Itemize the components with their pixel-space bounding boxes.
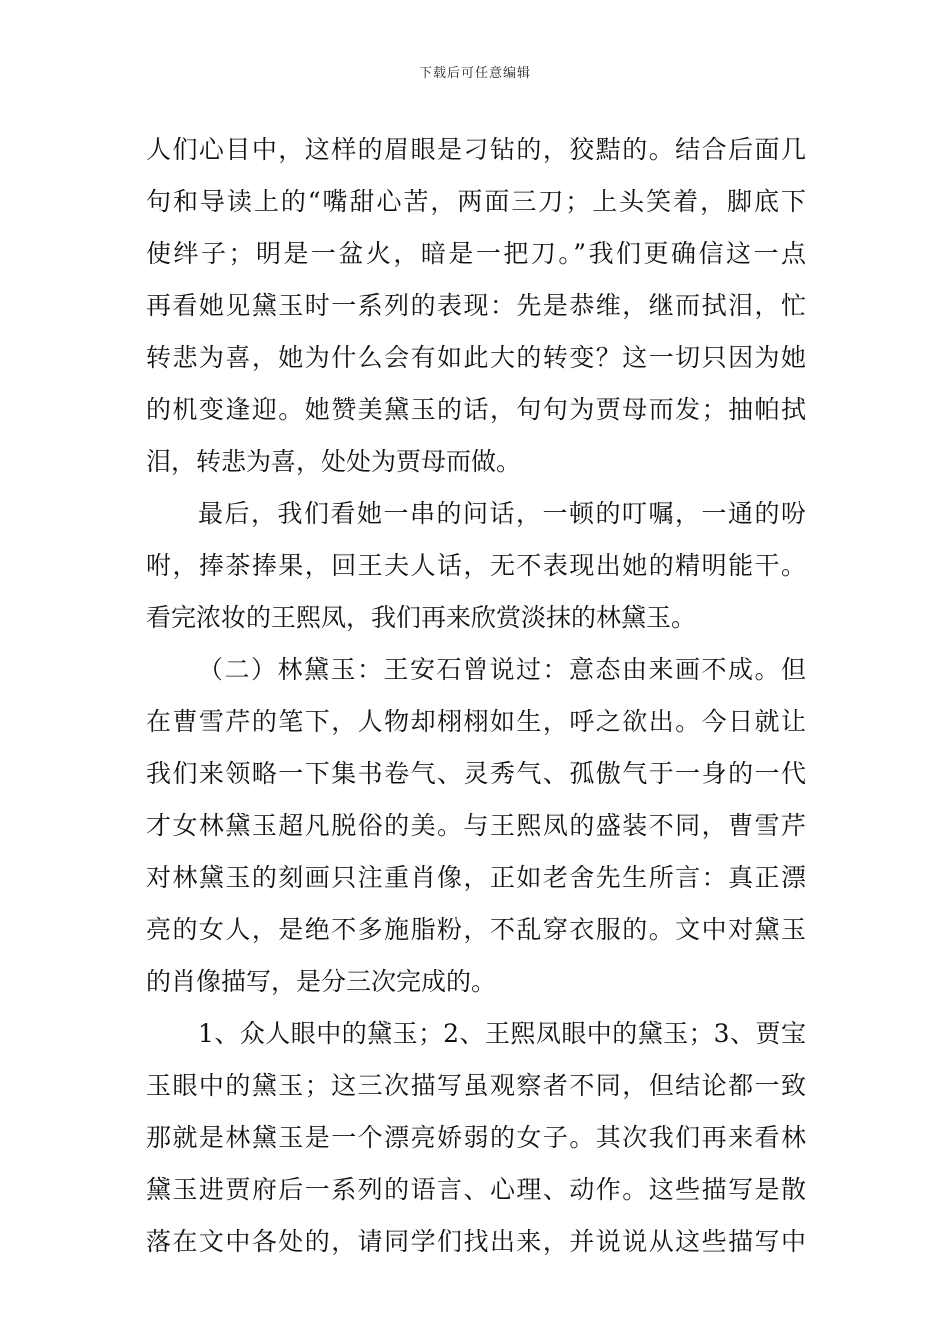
text-line: （二）林黛玉：王安石曾说过：意态由来画不成。但 <box>198 655 806 684</box>
text-line: 咐，捧茶捧果，回王夫人话，无不表现出她的精明能干。 <box>146 551 806 580</box>
text-line: 才女林黛玉超凡脱俗的美。与王熙凤的盛装不同，曹雪芹 <box>146 811 806 840</box>
text-line: 亮的女人，是绝不多施脂粉，不乱穿衣服的。文中对黛玉 <box>146 915 806 944</box>
text-line: 转悲为喜，她为什么会有如此大的转变？这一切只因为她 <box>146 343 806 372</box>
text-line: 看完浓妆的王熙凤，我们再来欣赏淡抹的林黛玉。 <box>146 603 697 632</box>
text-line: 黛玉进贾府后一系列的语言、心理、动作。这些描写是散 <box>146 1175 806 1204</box>
text-line: 使绊子；明是一盆火，暗是一把刀。”我们更确信这一点 <box>146 239 806 268</box>
text-line: 的肖像描写，是分三次完成的。 <box>146 967 497 996</box>
text-line: 玉眼中的黛玉；这三次描写虽观察者不同，但结论都一致 <box>146 1071 806 1100</box>
page-header: 下载后可任意编辑 <box>418 66 531 81</box>
text-line: 泪，转悲为喜，处处为贾母而做。 <box>146 447 522 476</box>
text-line: 最后，我们看她一串的问话，一顿的叮嘱，一通的吩 <box>198 499 806 528</box>
text-line: 那就是林黛玉是一个漂亮娇弱的女子。其次我们再来看林 <box>146 1123 806 1152</box>
text-line: 的机变逢迎。她赞美黛玉的话，句句为贾母而发；抽帕拭 <box>146 395 806 424</box>
text-line: 再看她见黛玉时一系列的表现：先是恭维，继而拭泪，忙 <box>146 291 806 320</box>
text-line: 1、众人眼中的黛玉；2、王熙凤眼中的黛玉；3、贾宝 <box>198 1019 806 1048</box>
text-line: 句和导读上的“嘴甜心苦，两面三刀；上头笑着，脚底下 <box>146 187 806 216</box>
text-line: 人们心目中，这样的眉眼是刁钻的，狡黠的。结合后面几 <box>146 135 806 164</box>
text-line: 对林黛玉的刻画只注重肖像，正如老舍先生所言：真正漂 <box>146 863 806 892</box>
text-line: 我们来领略一下集书卷气、灵秀气、孤傲气于一身的一代 <box>146 759 806 788</box>
text-line: 落在文中各处的，请同学们找出来，并说说从这些描写中 <box>146 1227 806 1256</box>
text-line: 在曹雪芹的笔下，人物却栩栩如生，呼之欲出。今日就让 <box>146 707 806 736</box>
